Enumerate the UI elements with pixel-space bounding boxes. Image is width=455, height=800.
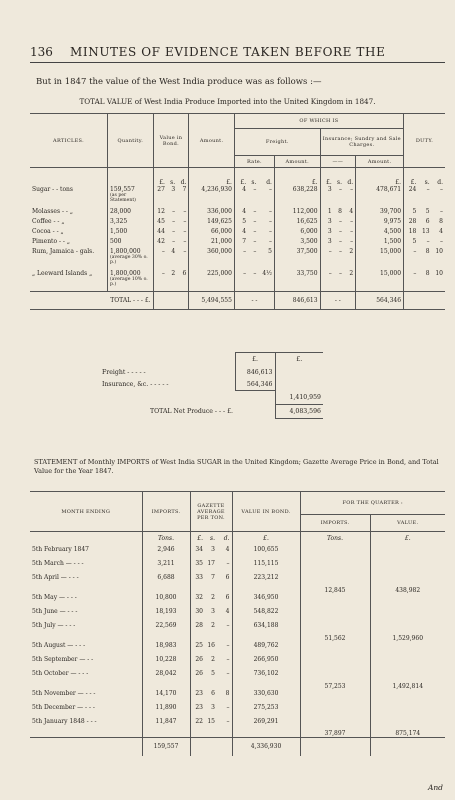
month-ending: 5th March — - - - xyxy=(32,559,84,567)
freight-rate: 4 xyxy=(234,208,248,218)
freight-amount: 33,750 xyxy=(274,270,320,292)
quantity-cell xyxy=(108,228,154,238)
monthly-imports: 6,688 xyxy=(142,574,190,594)
table-row xyxy=(30,642,445,656)
article-name: Sugar - - tons xyxy=(32,185,74,193)
gazette-price: 16 xyxy=(207,641,215,649)
gazette-price: – xyxy=(226,559,230,567)
freight-amount: 3,500 xyxy=(274,238,320,248)
quarter-value xyxy=(370,546,445,560)
duty-rate: 5 xyxy=(404,208,419,218)
amount-value: 360,000 xyxy=(189,248,235,270)
total-label: TOTAL - - - £. xyxy=(110,297,151,304)
col-quarter: FOR THE QUARTER : xyxy=(300,492,445,515)
value-in-bond: 3 xyxy=(171,185,176,193)
value-in-bond: – xyxy=(183,247,187,255)
col-ins-rate: —— xyxy=(320,156,356,168)
gazette-price: 2 xyxy=(211,655,215,663)
monthly-imports: 22,569 xyxy=(142,622,190,642)
quarter-imports xyxy=(300,560,370,574)
freight-rate: – xyxy=(268,185,272,193)
quantity-cell xyxy=(108,186,154,208)
duty-rate: – xyxy=(404,270,419,292)
table-row xyxy=(30,704,445,718)
gazette-price: – xyxy=(226,717,230,725)
insurance-rate: 1 xyxy=(320,208,334,218)
quarter-value: 438,982 xyxy=(370,574,445,594)
table-row xyxy=(30,238,445,248)
quarter-value xyxy=(370,690,445,704)
col-value-bond: VALUE IN BOND. xyxy=(232,492,300,532)
monthly-imports: 18,193 xyxy=(142,608,190,622)
gazette-price: 22 xyxy=(190,718,205,738)
value-in-bond: – xyxy=(172,207,176,215)
freight-rate: 4 xyxy=(234,186,248,208)
freight-rate: – xyxy=(268,207,272,215)
duty-rate: 8 xyxy=(439,217,443,225)
monthly-imports-table: MONTH ENDING IMPORTS. GAZETTE AVERAGE PER TON. VALUE IN BOND. FOR THE QUARTER : IMPORTS. VALUE. Tons. £. s. d. £. Tons. £. 5th February 1847 2,946 34 3 4 100,655 5th March — - - - 3,211 35 17 – 115,115 5th April — - - - 6,688 33 7 6 223,212 12,845 438,982 5th May — - - - 10,800 32 2 6 346,950 5th June — - - - 18,193 30 3 4 548,822 5th July — - - - 22,569 28 2 – 634,188 51,562 1,529,960 5th August — - - - 18,983 25 16 – 489,762 5th September — - - 10,228 26 2 – 266,950 5th October — - - - 28,042 26 5 – 736,102 57,253 1,492,814 5th November — - - - 14,170 23 6 8 330,630 5th December — - - - 11,890 23 3 – 275,253 5th January 1848 - - - 11,847 22 15 – 269,291 37,897 875,174 159,557 4,336,930 xyxy=(30,491,445,756)
freight-rate: – xyxy=(253,269,257,277)
insurance-rate: 3 xyxy=(320,238,334,248)
freight-rate: – xyxy=(253,227,257,235)
quarter-value: 875,174 xyxy=(370,718,445,738)
col-imports: IMPORTS. xyxy=(142,492,190,532)
insurance-rate: 2 xyxy=(349,269,354,277)
freight-rate: 4 xyxy=(234,228,248,238)
insurance-amount: 478,671 xyxy=(356,186,404,208)
freight-rate: – xyxy=(234,248,248,270)
col-value-in-bond: Value in Bond. xyxy=(153,114,189,168)
col-freight: Freight. xyxy=(234,129,320,156)
subtotal-value: 1,410,959 xyxy=(275,391,323,405)
total-freight: 846,613 xyxy=(274,292,320,310)
gazette-price: 3 xyxy=(211,607,215,615)
gazette-price: 33 xyxy=(190,574,205,594)
quantity-note: (as per Statement) xyxy=(110,192,136,203)
total-amount: 5,494,555 xyxy=(189,292,235,310)
insurance-amount: 4,500 xyxy=(356,228,404,238)
insurance-amount: 15,000 xyxy=(356,248,404,270)
insurance-rate: – xyxy=(350,217,354,225)
duty-rate: 28 xyxy=(404,218,419,228)
article-name: Cocoa - - „ xyxy=(32,227,64,235)
amount-value: 4,236,930 xyxy=(189,186,235,208)
duty-rate: 10 xyxy=(435,269,443,277)
duty-rate: – xyxy=(440,207,443,215)
article-name: Coffee - - „ xyxy=(32,217,65,225)
gazette-price: 23 xyxy=(190,704,205,718)
duty-rate: 8 xyxy=(425,269,430,277)
gazette-price: 23 xyxy=(190,690,205,704)
col-q-imports: IMPORTS. xyxy=(300,515,370,532)
value-in-bond: 223,212 xyxy=(232,574,300,594)
col-duty: DUTY. xyxy=(404,114,445,168)
duty-rate: – xyxy=(426,237,430,245)
value-in-bond: – xyxy=(183,237,187,245)
col-amount: Amount. xyxy=(189,114,235,168)
quantity-value: 1,800,000 xyxy=(110,247,141,255)
gazette-price: 6 xyxy=(225,573,230,581)
insurance-amount: 15,000 xyxy=(356,270,404,292)
value-in-bond: 27 xyxy=(153,186,167,208)
quarter-value xyxy=(370,608,445,622)
insurance-amount: 9,975 xyxy=(356,218,404,228)
gazette-price: – xyxy=(226,621,230,629)
col-of-which-is: OF WHICH IS xyxy=(234,114,403,129)
gazette-price: 6 xyxy=(211,689,215,697)
duty-rate: 10 xyxy=(435,247,443,255)
gazette-price: 5 xyxy=(211,669,215,677)
total-imports: 159,557 xyxy=(142,738,190,756)
net-label: TOTAL Net Produce - - - £. xyxy=(149,408,233,415)
month-ending: 5th December — - - - xyxy=(32,703,95,711)
table-row xyxy=(30,622,445,642)
monthly-imports: 28,042 xyxy=(142,670,190,690)
duty-rate: 8 xyxy=(425,247,430,255)
quarter-value xyxy=(370,704,445,718)
gazette-price: 34 xyxy=(190,546,205,560)
freight-rate: 4½ xyxy=(262,269,272,277)
monthly-imports: 18,983 xyxy=(142,642,190,656)
table-row xyxy=(30,594,445,608)
value-in-bond: 2 xyxy=(171,269,176,277)
monthly-imports: 10,228 xyxy=(142,656,190,670)
col-month: MONTH ENDING xyxy=(61,508,111,515)
month-ending: 5th June — - - - xyxy=(32,607,78,615)
table1-title: TOTAL VALUE of West India Produce Imported into the United Kingdom in 1847. xyxy=(79,97,376,106)
value-in-bond: – xyxy=(183,227,187,235)
table-row xyxy=(30,218,445,228)
page-number: 136 xyxy=(30,45,53,59)
value-in-bond: 12 xyxy=(153,208,167,218)
value-in-bond: 275,253 xyxy=(232,704,300,718)
quarter-value xyxy=(370,560,445,574)
value-in-bond: 346,950 xyxy=(232,594,300,608)
gazette-price: 17 xyxy=(207,559,215,567)
amount-value: 21,000 xyxy=(189,238,235,248)
header-rule xyxy=(30,62,445,63)
gazette-price: 26 xyxy=(190,656,205,670)
freight-rate: – xyxy=(268,237,272,245)
insurance-label: Insurance, &c. - - - - - xyxy=(102,381,169,388)
insurance-rate: 8 xyxy=(338,207,342,215)
quarter-imports xyxy=(300,546,370,560)
insurance-rate: – xyxy=(320,270,334,292)
month-ending: 5th August — - - - xyxy=(32,641,86,649)
freight-rate: – xyxy=(268,217,272,225)
quarter-imports: 12,845 xyxy=(300,574,370,594)
net-produce-summary: £. £. Freight - - - - - 846,613 Insurance, &c. - - - - - 564,346 1,410,959 TOTAL Net Produce - - - £. 4,083,596 xyxy=(100,352,323,419)
article-name: Pimento - - „ xyxy=(32,237,70,245)
freight-rate: 5 xyxy=(268,247,272,255)
quarter-value xyxy=(370,642,445,656)
quarter-imports: 37,897 xyxy=(300,718,370,738)
article-name: „ Leeward Islands „ xyxy=(32,269,93,277)
quarter-imports xyxy=(300,608,370,622)
gazette-price: 4 xyxy=(225,545,230,553)
insurance-rate: 3 xyxy=(320,218,334,228)
table-row xyxy=(30,608,445,622)
insurance-amount: 1,500 xyxy=(356,238,404,248)
quarter-imports xyxy=(300,704,370,718)
gazette-price: 3 xyxy=(211,703,215,711)
gazette-price: 3 xyxy=(211,545,215,553)
quantity-value: 3,325 xyxy=(110,217,128,225)
quantity-cell xyxy=(108,238,154,248)
insurance-amount: 39,700 xyxy=(356,208,404,218)
amount-value: 149,625 xyxy=(189,218,235,228)
value-in-bond: – xyxy=(172,237,176,245)
value-in-bond: 266,950 xyxy=(232,656,300,670)
quarter-imports: 51,562 xyxy=(300,622,370,642)
gazette-price: 28 xyxy=(190,622,205,642)
monthly-imports: 2,946 xyxy=(142,546,190,560)
gazette-price: 35 xyxy=(190,560,205,574)
insurance-rate: – xyxy=(350,227,354,235)
quarter-value: 1,529,960 xyxy=(370,622,445,642)
table-row xyxy=(30,718,445,738)
insurance-value: 564,346 xyxy=(235,379,275,391)
gazette-price: – xyxy=(226,655,230,663)
gazette-price: 25 xyxy=(190,642,205,656)
duty-rate: – xyxy=(404,248,419,270)
quantity-note: (average 30% o. p.) xyxy=(110,254,148,265)
monthly-imports: 14,170 xyxy=(142,690,190,704)
freight-amount: 16,625 xyxy=(274,218,320,228)
value-in-bond: 115,115 xyxy=(232,560,300,574)
amount-value: 336,000 xyxy=(189,208,235,218)
col-freight-amount: Amount. xyxy=(274,156,320,168)
monthly-imports: 11,890 xyxy=(142,704,190,718)
duty-rate: 6 xyxy=(425,217,430,225)
quarter-value xyxy=(370,594,445,608)
catchword: And xyxy=(427,783,443,792)
value-in-bond: – xyxy=(183,217,187,225)
duty-rate: 24 xyxy=(404,186,419,208)
value-in-bond: 634,188 xyxy=(232,622,300,642)
month-ending: 5th July — - - - xyxy=(32,621,76,629)
quantity-value: 500 xyxy=(110,237,122,245)
month-ending: 5th October — - - - xyxy=(32,669,89,677)
quantity-value: 159,557 xyxy=(110,185,135,193)
value-in-bond: – xyxy=(172,217,176,225)
quantity-cell xyxy=(108,248,154,270)
monthly-imports: 3,211 xyxy=(142,560,190,574)
produce-value-table: ARTICLES. Quantity. Value in Bond. Amount. OF WHICH IS DUTY. Freight. Insurance; Sundry and Sale Charges. Rate. Amount. —— Amount. £. s. d. £. £. s. d. £. £. s. d. £. £. s. d. Sugar - - tons 159,557 (as per Statement) 27 3 7 4,236,930 4 – – 638,228 3 – – 478,671 24 – – Molasses - - „ 28,000 12 – – 336,000 4 – – 112,000 1 8 4 39,700 5 5 – Coffee - - „ 3,325 45 – – 149,625 5 – – 16,625 3 – – 9,975 28 6 8 Cocoa - - „ 1,500 44 – – 66,000 4 – – 6,000 3 – – 4,500 18 13 4 Pimento - - „ 500 42 – – 21,000 7 – – 3,500 3 – – 1,500 5 – – Rum, Jamaica - gals. 1,800,000 (average 30% o. p.) – 4 – 360,000 – – 5 37,500 – – 2 15,000 – 8 10 „ Leeward Islands „ 1,800,000 (average 10% o. p.) – 2 6 225,000 – – 4½ 33,750 – – 2 15,000 – 8 10 TOTAL - - - £. 5,494,555 - - 846,613 - - 564,346 xyxy=(30,113,445,310)
freight-amount: 638,228 xyxy=(274,186,320,208)
intro-text: But in 1847 the value of the West India produce was as follows :— xyxy=(36,77,322,87)
month-ending: 5th May — - - - xyxy=(32,593,77,601)
table-row xyxy=(30,228,445,238)
table-row xyxy=(30,560,445,574)
page-header xyxy=(30,45,445,61)
table-row xyxy=(30,248,445,270)
total-insurance: 564,346 xyxy=(356,292,404,310)
quarter-imports xyxy=(300,642,370,656)
insurance-rate: – xyxy=(338,269,342,277)
value-in-bond: 489,762 xyxy=(232,642,300,656)
table-row xyxy=(30,186,445,208)
gazette-price: 7 xyxy=(211,573,215,581)
gazette-price: 8 xyxy=(225,689,230,697)
duty-rate: 13 xyxy=(421,227,430,235)
quarter-imports xyxy=(300,594,370,608)
month-ending: 5th April — - - - xyxy=(32,573,79,581)
quantity-value: 1,800,000 xyxy=(110,269,141,277)
col-articles: ARTICLES. xyxy=(53,137,84,144)
gazette-price: 2 xyxy=(211,621,215,629)
gazette-price: 30 xyxy=(190,608,205,622)
freight-label: Freight - - - - - xyxy=(102,369,146,376)
insurance-rate: – xyxy=(338,227,342,235)
duty-rate: 5 xyxy=(404,238,419,248)
col-insurance: Insurance; Sundry and Sale Charges. xyxy=(320,129,403,156)
value-in-bond: – xyxy=(153,270,167,292)
month-ending: 5th November — - - - xyxy=(32,689,96,697)
gazette-price: 2 xyxy=(211,593,215,601)
freight-rate: 7 xyxy=(234,238,248,248)
value-in-bond: 4 xyxy=(171,247,176,255)
insurance-rate: 3 xyxy=(320,186,334,208)
insurance-rate: – xyxy=(338,247,342,255)
gazette-price: 32 xyxy=(190,594,205,608)
freight-amount: 112,000 xyxy=(274,208,320,218)
insurance-rate: 4 xyxy=(349,207,354,215)
value-in-bond: 330,630 xyxy=(232,690,300,704)
quantity-cell xyxy=(108,218,154,228)
insurance-rate: – xyxy=(338,237,342,245)
insurance-rate: 3 xyxy=(320,228,334,238)
freight-rate: – xyxy=(253,237,257,245)
gazette-price: – xyxy=(226,641,230,649)
freight-rate: – xyxy=(253,247,257,255)
article-name: Rum, Jamaica - gals. xyxy=(32,247,95,255)
value-in-bond: 42 xyxy=(153,238,167,248)
freight-amount: 6,000 xyxy=(274,228,320,238)
month-ending: 5th February 1847 xyxy=(32,545,89,553)
duty-rate: – xyxy=(440,237,443,245)
insurance-rate: – xyxy=(338,217,342,225)
quarter-value: 1,492,814 xyxy=(370,670,445,690)
quantity-value: 28,000 xyxy=(110,207,131,215)
quantity-cell xyxy=(108,208,154,218)
month-ending: 5th September — - - xyxy=(32,655,94,663)
quarter-imports xyxy=(300,690,370,704)
col-ins-amount: Amount. xyxy=(356,156,404,168)
col-quantity: Quantity. xyxy=(108,114,154,168)
running-head: MINUTES OF EVIDENCE TAKEN BEFORE THE xyxy=(70,45,386,59)
duty-rate: – xyxy=(426,185,430,193)
freight-rate: – xyxy=(268,227,272,235)
freight-rate: – xyxy=(253,185,257,193)
value-in-bond: 269,291 xyxy=(232,718,300,738)
gazette-price: 4 xyxy=(225,607,230,615)
gazette-price: 26 xyxy=(190,670,205,690)
quarter-imports: 57,253 xyxy=(300,670,370,690)
duty-rate: 18 xyxy=(404,228,419,238)
value-in-bond: – xyxy=(172,227,176,235)
insurance-rate: 2 xyxy=(349,247,354,255)
quantity-note: (average 10% o. p.) xyxy=(110,276,148,287)
table-row xyxy=(30,574,445,594)
table-row xyxy=(30,670,445,690)
value-in-bond: 45 xyxy=(153,218,167,228)
quantity-value: 1,500 xyxy=(110,227,128,235)
value-in-bond: 736,102 xyxy=(232,670,300,690)
net-value: 4,083,596 xyxy=(275,405,323,419)
gazette-price: – xyxy=(226,669,230,677)
monthly-imports: 11,847 xyxy=(142,718,190,738)
value-in-bond: 6 xyxy=(182,269,187,277)
quarter-value xyxy=(370,656,445,670)
freight-rate: – xyxy=(234,270,248,292)
total-value-bond: 4,336,930 xyxy=(232,738,300,756)
gazette-price: – xyxy=(226,703,230,711)
value-in-bond: 44 xyxy=(153,228,167,238)
table-row xyxy=(30,208,445,218)
freight-rate: – xyxy=(253,207,257,215)
quarter-imports xyxy=(300,656,370,670)
value-in-bond: – xyxy=(183,207,187,215)
col-q-value: VALUE. xyxy=(370,515,445,532)
freight-amount: 37,500 xyxy=(274,248,320,270)
insurance-rate: – xyxy=(350,237,354,245)
quantity-cell xyxy=(108,270,154,292)
value-in-bond: 548,822 xyxy=(232,608,300,622)
gazette-price: 6 xyxy=(225,593,230,601)
gazette-price: 15 xyxy=(207,717,215,725)
amount-value: 66,000 xyxy=(189,228,235,238)
duty-rate: – xyxy=(440,185,443,193)
freight-rate: 5 xyxy=(234,218,248,228)
col-rate: Rate. xyxy=(234,156,274,168)
col-gazette: GAZETTE AVERAGE PER TON. xyxy=(190,492,232,532)
article-name: Molasses - - „ xyxy=(32,207,73,215)
table-row xyxy=(30,656,445,670)
freight-rate: – xyxy=(253,217,257,225)
value-in-bond: 7 xyxy=(182,185,187,193)
freight-value: 846,613 xyxy=(235,367,275,379)
monthly-imports: 10,800 xyxy=(142,594,190,608)
duty-rate: 4 xyxy=(439,227,443,235)
duty-rate: 5 xyxy=(425,207,430,215)
value-in-bond: 100,655 xyxy=(232,546,300,560)
table-row xyxy=(30,690,445,704)
table-row xyxy=(30,270,445,292)
insurance-rate: – xyxy=(320,248,334,270)
table2-title: STATEMENT of Monthly IMPORTS of West India SUGAR in the United Kingdom; Gazette Average Price in Bond, and Total Value for the Year 1847. xyxy=(34,458,439,475)
table-row xyxy=(30,546,445,560)
insurance-rate: – xyxy=(338,185,342,193)
insurance-rate: – xyxy=(350,185,354,193)
value-in-bond: – xyxy=(153,248,167,270)
month-ending: 5th January 1848 - - - xyxy=(32,717,97,725)
amount-value: 225,000 xyxy=(189,270,235,292)
